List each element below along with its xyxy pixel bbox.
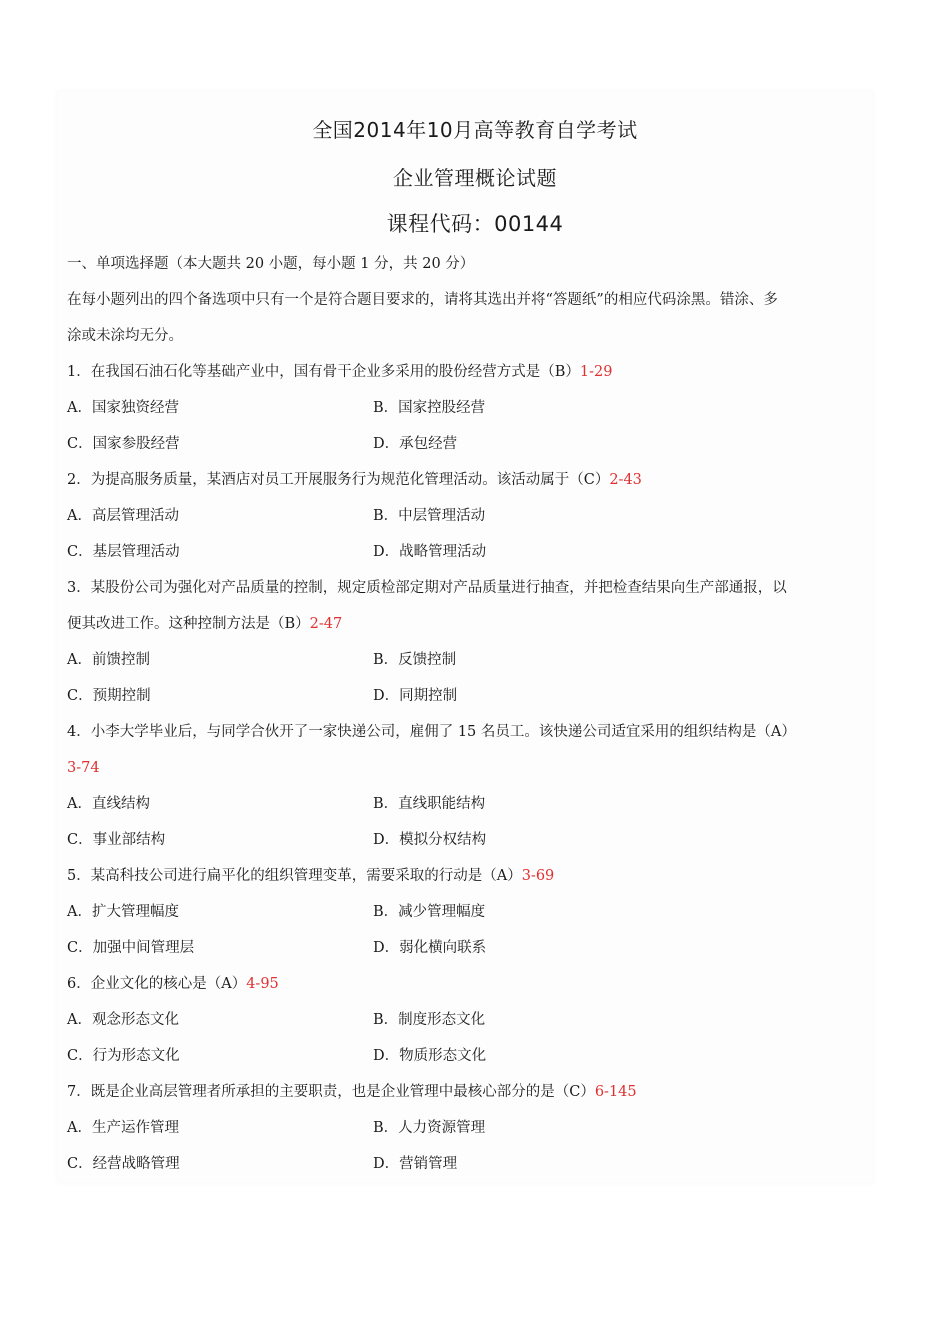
option-a: A．前馈控制: [67, 652, 150, 668]
question-text: 5．某高科技公司进行扁平化的组织管理变革，需要采取的行动是（A）: [67, 868, 522, 884]
option-d: D．物质形态文化: [373, 1048, 487, 1064]
answer-reference: 4-95: [246, 976, 279, 992]
question-stem: [67, 1082, 637, 1102]
option-b: B．反馈控制: [373, 652, 457, 668]
option-d: D．营销管理: [373, 1156, 458, 1172]
question-text: 2．为提高服务质量，某酒店对员工开展服务行为规范化管理活动。该活动属于（C）: [67, 472, 610, 488]
exam-subject: 企业管理概论试题: [393, 166, 557, 190]
option-c: C．基层管理活动: [67, 544, 180, 560]
option-b: B．中层管理活动: [373, 508, 486, 524]
option-c: C．国家参股经营: [67, 436, 180, 452]
question-text: 便其改进工作。这种控制方法是（B）: [67, 616, 310, 632]
course-code: 课程代码：00144: [386, 212, 564, 236]
option-a: A．直线结构: [67, 796, 150, 812]
question-stem: [67, 362, 612, 382]
option-c: C．事业部结构: [67, 832, 166, 848]
option-a: A．扩大管理幅度: [67, 904, 179, 920]
section-heading: 一、单项选择题（本大题共 20 小题，每小题 1 分，共 20 分）: [67, 256, 475, 272]
question-stem: [67, 974, 279, 994]
option-b: B．减少管理幅度: [373, 904, 486, 920]
answer-reference: 3-74: [67, 760, 100, 776]
question-stem: 3．某股份公司为强化对产品质量的控制，规定质检部定期对产品质量进行抽查，并把检查结果向生产部通报，以: [67, 580, 787, 596]
answer-reference: 2-47: [309, 616, 343, 632]
question-text: 6．企业文化的核心是（A）: [67, 976, 247, 992]
option-d: D．模拟分权结构: [373, 832, 487, 848]
answer-reference: 6-145: [594, 1084, 637, 1100]
option-c: C．加强中间管理层: [67, 940, 195, 956]
option-b: B．直线职能结构: [373, 796, 486, 812]
question-stem: 4．小李大学毕业后，与同学合伙开了一家快递公司，雇佣了 15 名员工。该快递公司适宜采用的组织结构是（A）: [67, 724, 796, 740]
answer-reference: 3-69: [521, 868, 555, 884]
option-a: A．高层管理活动: [67, 508, 179, 524]
option-a: A．生产运作管理: [67, 1120, 179, 1136]
option-b: B．国家控股经营: [373, 400, 486, 416]
option-c: C．经营战略管理: [67, 1156, 180, 1172]
option-a: A．观念形态文化: [67, 1012, 179, 1028]
exam-title: 全国2014年10月高等教育自学考试: [312, 118, 638, 142]
question-stem-continued: [67, 614, 342, 634]
option-a: A．国家独资经营: [67, 400, 179, 416]
instruction-line: 在每小题列出的四个备选项中只有一个是符合题目要求的，请将其选出并将“答题纸”的相应代码涂黑。错涂、多: [67, 292, 778, 308]
option-d: D．承包经营: [373, 436, 458, 452]
option-c: C．行为形态文化: [67, 1048, 180, 1064]
question-stem: [67, 866, 554, 886]
instruction-line: 涂或未涂均无分。: [67, 328, 183, 344]
answer-reference: 2-43: [609, 472, 642, 488]
option-b: B．制度形态文化: [373, 1012, 486, 1028]
question-text: 1．在我国石油石化等基础产业中，国有骨干企业多采用的股份经营方式是（B）: [67, 364, 580, 380]
question-stem: [67, 470, 642, 490]
option-d: D．战略管理活动: [373, 544, 487, 560]
option-b: B．人力资源管理: [373, 1120, 486, 1136]
option-d: D．同期控制: [373, 688, 458, 704]
answer-reference: 1-29: [579, 364, 613, 380]
question-text: 7．既是企业高层管理者所承担的主要职责，也是企业管理中最核心部分的是（C）: [67, 1084, 595, 1100]
option-d: D．弱化横向联系: [373, 940, 487, 956]
option-c: C．预期控制: [67, 688, 151, 704]
